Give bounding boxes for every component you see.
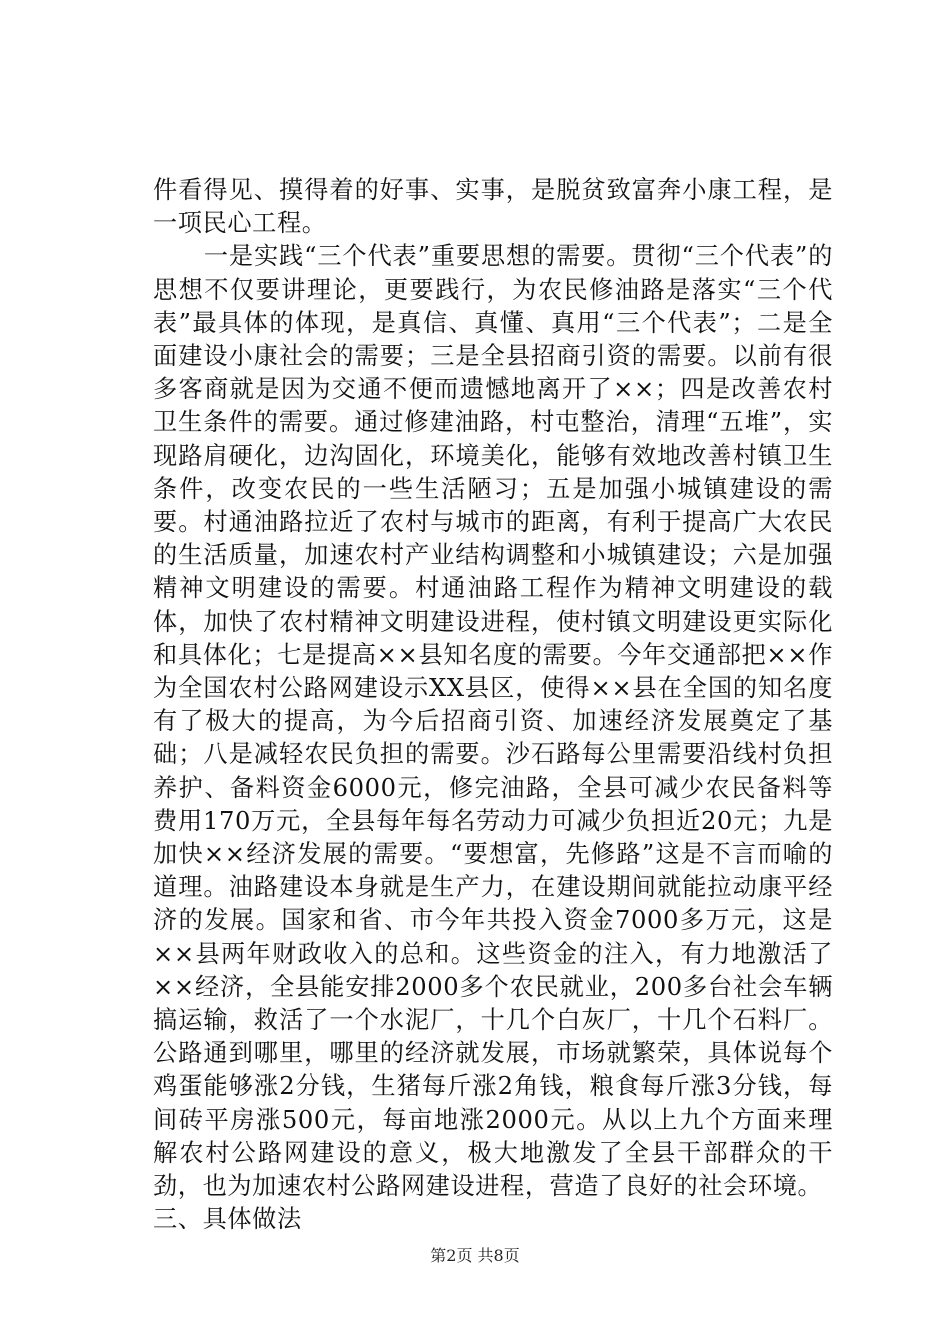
paragraph-significance: 一是实践“三个代表”重要思想的需要。贯彻“三个代表”的思想不仅要讲理论，更要践行，为农民修油路是落实“三个代表”最具体的体现，是真信、真懂、真用“三个代表”；二是全面建设小康社会的需要；三是全县招商引资的需要。以前有很多客商就是因为交通不便而遗憾地离开了××；四是改善农村卫生条件的需要。通过修建油路，村屯整治，清理“五堆”，实现路肩硬化，边沟固化，环境美化，能够有效地改善村镇卫生条件，改变农民的一些生活陋习；五是加强小城镇建设的需要。村通油路拉近了农村与城市的距离，有利于提高广大农民的生活质量，加速农村产业结构调整和小城镇建设；六是加强精神文明建设的需要。村通油路工程作为精神文明建设的载体，加快了农村精神文明建设进程，使村镇文明建设更实际化和具体化；七是提高××县知名度的需要。今年交通部把××作为全国农村公路网建设示XX县区，使得××县在全国的知名度有了极大的提高，为今后招商引资、加速经济发展奠定了基础；八是减轻农民负担的需要。沙石路每公里需要沿线村负担养护、备料资金6000元，修完油路，全县可减少农民备料等费用170万元，全县每年每名劳动力可减少负担近20元；九是加快××经济发展的需要。“要想富，先修路”这是不言而喻的道理。油路建设本身就是生产力，在建设期间就能拉动康平经济的发展。国家和省、市今年共投入资金7000多万元，这是××县两年财政收入的总和。这些资金的注入，有力地激活了××经济，全县能安排2000多个农民就业，200多台社会车辆搞运输，救活了一个水泥厂，十几个白灰厂，十几个石料厂。公路通到哪里，哪里的经济就发展，市场就繁荣，具体说每个鸡蛋能够涨2分钱，生猪每斤涨2角钱，粮食每斤涨3分钱，每间砖平房涨500元，每亩地涨2000元。从以上九个方面来理解农村公路网建设的意义，极大地激发了全县干部群众的干劲，也为加速农村公路网建设进程，营造了良好的社会环境。 xyxy=(153,242,833,1201)
paragraph-continuation: 件看得见、摸得着的好事、实事，是脱贫致富奔小康工程，是一项民心工程。 xyxy=(153,176,833,238)
page-footer: 第2页 共8页 xyxy=(430,1246,520,1265)
section-heading: 三、具体做法 xyxy=(153,1205,302,1234)
body-text xyxy=(153,174,833,1237)
